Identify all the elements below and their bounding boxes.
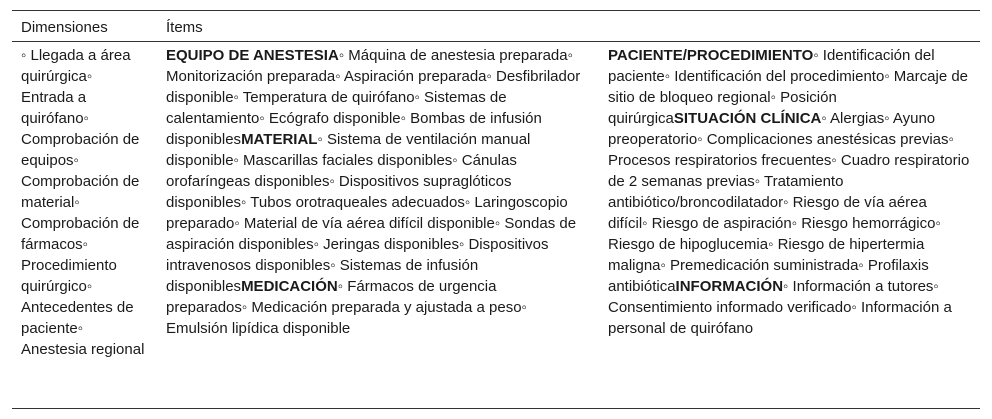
checklist-table xyxy=(12,10,980,409)
table-bottom-rule xyxy=(12,408,980,409)
equipo-text: ◦ Máquina de anestesia preparada◦ Monitorización preparada◦ Aspiración preparada◦ Desfibrilador disponible◦ Temperatura de quirófano◦ Sistemas de calentamiento◦ Ecógrafo disponible◦ Bombas de infusión disponibles xyxy=(166,47,581,148)
items-cell-patient xyxy=(608,45,970,339)
equipo-heading: EQUIPO DE ANESTESIA xyxy=(166,47,339,64)
medicacion-text: ◦ Fármacos de urgencia preparados◦ Medicación preparada y ajustada a peso◦ Emulsión lipídica disponible xyxy=(166,278,527,337)
table-top-rule xyxy=(12,10,980,11)
dimensiones-text: ◦ Llegada a área quirúrgica◦ Entrada a quirófano◦ Comprobación de equipos◦ Comprobación de material◦ Comprobación de fármacos◦ Procedimiento quirúrgico◦ Antecedentes de paciente◦ Anestesia regional xyxy=(21,47,145,358)
paciente-heading: PACIENTE/PROCEDIMIENTO xyxy=(608,47,814,64)
paciente-text: ◦ Identificación del paciente◦ Identificación del procedimiento◦ Marcaje de sitio de bloqueo regional◦ Posición quirúrgica xyxy=(608,47,969,127)
header-dimensiones: Dimensiones xyxy=(21,19,108,36)
material-heading: MATERIAL xyxy=(241,131,318,148)
situacion-heading: SITUACIÓN CLÍNICA xyxy=(673,110,822,127)
situacion-text: ◦ Alergias◦ Ayuno preoperatorio◦ Complicaciones anestésicas previas◦ Procesos respiratorios frecuentes◦ Cuadro respiratorio de 2 semanas previas◦ Tratamiento antibiótico/broncodilatador◦ Riesgo de vía aérea difícil◦ Riesgo de aspiración◦ Riesgo hemorrágico◦ Riesgo de hipoglucemia◦ Riesgo de hipertermia maligna◦ Premedicación suministrada◦ Profilaxis antibiótica xyxy=(608,110,970,295)
table-header-rule xyxy=(12,41,980,42)
material-text: ◦ Sistema de ventilación manual disponible◦ Mascarillas faciales disponibles◦ Cánulas orofaríngeas disponibles◦ Dispositivos supraglóticos disponibles◦ Tubos orotraqueales adecuados◦ Laringoscopio preparado◦ Material de vía aérea difícil disponible◦ Sondas de aspiración disponibles◦ Jeringas disponibles◦ Dispositivos intravenosos disponibles◦ Sistemas de infusión disponibles xyxy=(166,131,577,295)
header-items: Ítems xyxy=(166,19,203,36)
informacion-text: ◦ Información a tutores◦ Consentimiento informado verificado◦ Información a personal de quirófano xyxy=(608,278,952,337)
medicacion-heading: MEDICACIÓN xyxy=(241,278,338,295)
informacion-heading: INFORMACIÓN xyxy=(675,278,784,295)
items-cell-equipment xyxy=(166,45,581,339)
dimensiones-cell xyxy=(21,45,146,360)
